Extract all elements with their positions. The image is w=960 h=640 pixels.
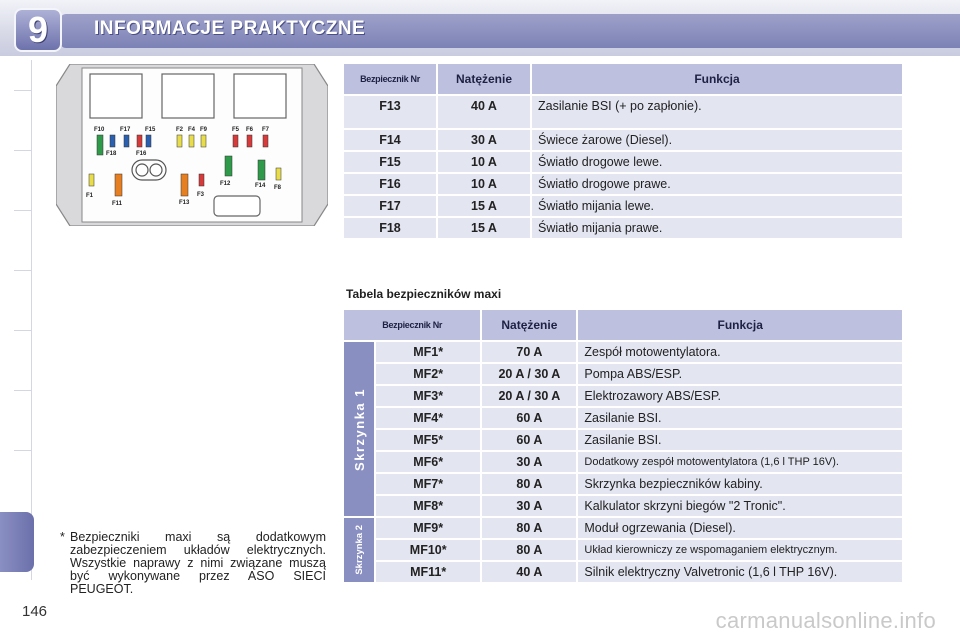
fuse-current: 80 A [482, 540, 576, 560]
fuse-icon [115, 174, 122, 196]
side-tab-divider [14, 210, 32, 211]
table-row [344, 540, 902, 560]
fuse-function: Układ kierowniczy ze wspomaganiem elektrycznym. [578, 540, 902, 560]
fuse-icon [276, 168, 281, 180]
fuse-box-diagram [56, 64, 328, 226]
column-header-function: Funkcja [532, 64, 902, 94]
fuse-icon [263, 135, 268, 147]
fuse-function: Kalkulator skrzyni biegów "2 Tronic". [578, 496, 902, 516]
fuse-current: 60 A [482, 408, 576, 428]
fuse-label: F4 [188, 127, 196, 133]
fuse-number: F15 [344, 152, 436, 172]
fuse-icon [199, 174, 204, 186]
column-header-function: Funkcja [578, 310, 902, 340]
maxi-fuse-table [342, 308, 904, 584]
fuse-function: Elektrozawory ABS/ESP. [578, 386, 902, 406]
table-row [344, 430, 902, 450]
chapter-side-tabs [0, 60, 34, 580]
fuse-icon [89, 174, 94, 186]
fuse-current: 10 A [438, 174, 530, 194]
side-tab-active-chapter[interactable] [0, 512, 34, 572]
fuse-function: Zespół motowentylatora. [578, 342, 902, 362]
table-row [344, 452, 902, 472]
fuse-number: F16 [344, 174, 436, 194]
fuse-number: MF6* [376, 452, 480, 472]
fuse-label: F6 [246, 127, 254, 133]
fuse-label: F17 [120, 127, 131, 133]
box-group-label: Skrzynka 2 [353, 525, 365, 575]
fuse-number: MF10* [376, 540, 480, 560]
fuse-function: Moduł ogrzewania (Diesel). [578, 518, 902, 538]
page-title: INFORMACJE PRAKTYCZNE [94, 18, 366, 39]
fuse-number: MF9* [376, 518, 480, 538]
fuse-number: F14 [344, 130, 436, 150]
fuse-function: Świece żarowe (Diesel). [532, 130, 902, 150]
box-group-label: Skrzynka 1 [351, 387, 367, 471]
fuse-function: Zasilanie BSI. [578, 430, 902, 450]
side-tab-divider [14, 330, 32, 331]
fuse-function: Zasilanie BSI (+ po zapłonie). [532, 96, 902, 128]
fuse-function: Dodatkowy zespół motowentylatora (1,6 l THP 16V). [578, 452, 902, 472]
fuse-icon [181, 174, 188, 196]
column-header-fuse-number: Bezpiecznik Nr [344, 64, 436, 94]
table-row [344, 174, 902, 194]
fuse-label: F1 [86, 193, 94, 199]
fuse-label: F15 [145, 127, 156, 133]
relay-slot [162, 74, 214, 118]
fuse-current: 80 A [482, 474, 576, 494]
fuse-current: 60 A [482, 430, 576, 450]
fuse-current: 20 A / 30 A [482, 386, 576, 406]
table-row [344, 152, 902, 172]
fuse-label: F3 [197, 192, 205, 198]
fuse-label: F9 [200, 127, 208, 133]
fuse-label: F12 [220, 181, 231, 187]
table-row [344, 496, 902, 516]
fuse-current: 30 A [482, 496, 576, 516]
page-header [0, 0, 960, 56]
fuse-current: 20 A / 30 A [482, 364, 576, 384]
fuse-icon [146, 135, 151, 147]
fuse-current: 15 A [438, 218, 530, 238]
fuse-number: MF5* [376, 430, 480, 450]
side-tab-divider [14, 270, 32, 271]
fuse-number: MF8* [376, 496, 480, 516]
fuse-function: Silnik elektryczny Valvetronic (1,6 l THP 16V). [578, 562, 902, 582]
fuse-function: Światło mijania prawe. [532, 218, 902, 238]
table-row [344, 218, 902, 238]
side-tab-divider [14, 90, 32, 91]
table-row [344, 342, 902, 362]
fuse-number: MF11* [376, 562, 480, 582]
footnote-marker: * [60, 530, 65, 544]
fuse-number: MF1* [376, 342, 480, 362]
fuse-number: F13 [344, 96, 436, 128]
spare-slot [214, 196, 260, 216]
fuse-icon [258, 160, 265, 180]
side-tab-rail [14, 60, 32, 580]
table-row [344, 408, 902, 428]
fuse-function: Światło mijania lewe. [532, 196, 902, 216]
fuse-function: Zasilanie BSI. [578, 408, 902, 428]
column-header-fuse-number: Bezpiecznik Nr [344, 310, 480, 340]
table-row [344, 130, 902, 150]
fuse-function: Pompa ABS/ESP. [578, 364, 902, 384]
table-row [344, 196, 902, 216]
fuse-label: F5 [232, 127, 240, 133]
fuse-icon [233, 135, 238, 147]
footnote [60, 531, 326, 596]
fuse-label: F8 [274, 185, 282, 191]
fuse-current: 70 A [482, 342, 576, 362]
table-row [344, 96, 902, 128]
side-tab-divider [14, 450, 32, 451]
fuse-current: 80 A [482, 518, 576, 538]
footnote-text: Bezpieczniki maxi są dodatkowym zabezpieczeniem układów elektrycznych. Wszystkie naprawy z nimi związane muszą być wykonywane przez ASO SIECI PEUGEOT. [70, 530, 326, 596]
side-tab-divider [14, 390, 32, 391]
relay-slot [90, 74, 142, 118]
fuse-icon [247, 135, 252, 147]
fuse-number: MF3* [376, 386, 480, 406]
table-row [344, 518, 902, 538]
table-row [344, 386, 902, 406]
fuse-function: Światło drogowe lewe. [532, 152, 902, 172]
relay-slot [234, 74, 286, 118]
fuse-number: F18 [344, 218, 436, 238]
table-row [344, 474, 902, 494]
maxi-fuse-table-title: Tabela bezpieczników maxi [346, 287, 502, 301]
fuse-icon [97, 135, 103, 155]
fuse-icon [189, 135, 194, 147]
fuse-number: MF7* [376, 474, 480, 494]
fuse-label: F2 [176, 127, 184, 133]
fuse-label: F10 [94, 127, 105, 133]
connector-pin [150, 164, 162, 176]
fuse-icon [225, 156, 232, 176]
fuse-number: F17 [344, 196, 436, 216]
fuse-label: F18 [106, 151, 117, 157]
fuse-icon [110, 135, 115, 147]
side-tab-divider [14, 150, 32, 151]
watermark: carmanualsonline.info [715, 608, 936, 633]
fuse-label: F11 [112, 201, 123, 207]
fuse-current: 40 A [482, 562, 576, 582]
fuse-current: 10 A [438, 152, 530, 172]
box-group-2 [344, 518, 374, 582]
fuse-label: F16 [136, 151, 147, 157]
fuse-icon [201, 135, 206, 147]
box-group-1 [344, 342, 374, 516]
fuse-current: 15 A [438, 196, 530, 216]
fuse-current: 40 A [438, 96, 530, 128]
fuse-number: MF2* [376, 364, 480, 384]
column-header-current: Natężenie [482, 310, 576, 340]
fuse-function: Skrzynka bezpieczników kabiny. [578, 474, 902, 494]
connector-pin [136, 164, 148, 176]
fuse-icon [124, 135, 129, 147]
fuse-label: F13 [179, 200, 190, 206]
fuse-current: 30 A [482, 452, 576, 472]
chapter-badge: 9 [14, 8, 62, 52]
fuse-icon [137, 135, 142, 147]
fuse-label: F7 [262, 127, 270, 133]
column-header-current: Natężenie [438, 64, 530, 94]
fuse-icon [177, 135, 182, 147]
table-row [344, 562, 902, 582]
fuse-label: F14 [255, 183, 266, 189]
page-number: 146 [22, 603, 48, 620]
fuse-current: 30 A [438, 130, 530, 150]
fuse-number: MF4* [376, 408, 480, 428]
fuse-table [342, 62, 904, 240]
table-row [344, 364, 902, 384]
fuse-function: Światło drogowe prawe. [532, 174, 902, 194]
